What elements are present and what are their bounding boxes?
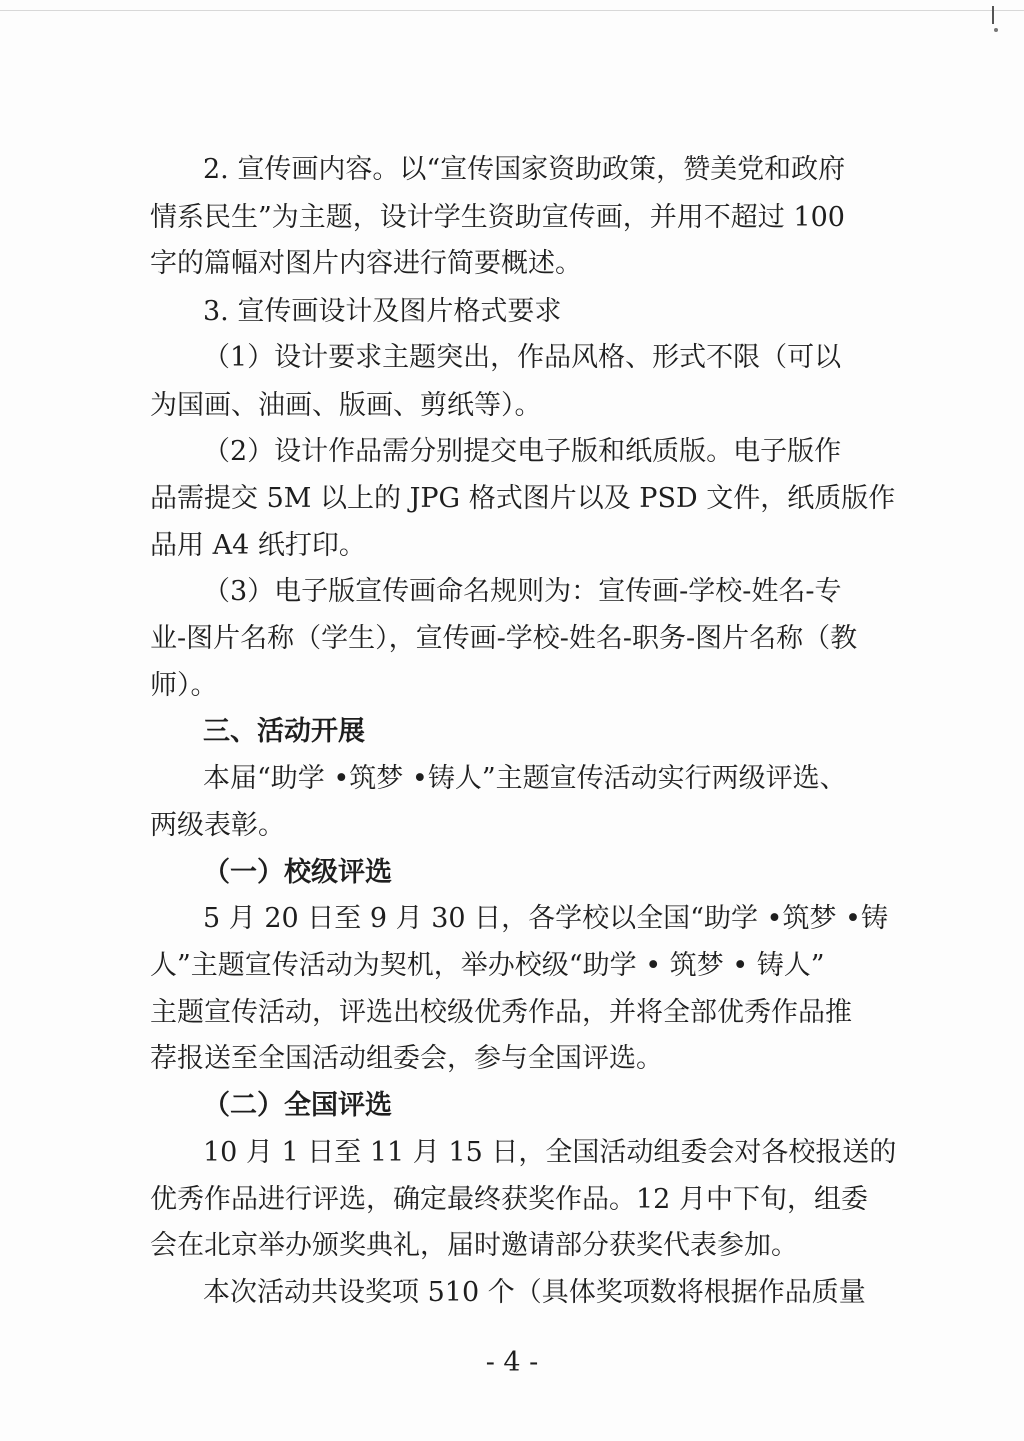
body-line: 优秀作品进行评选，确定最终获奖作品。12 月中下旬，组委 xyxy=(150,1184,868,1215)
scan-dot xyxy=(994,28,998,32)
body-line: 两级表彰。 xyxy=(150,810,285,841)
scan-edge-line xyxy=(0,10,1024,11)
body-line: 主题宣传活动，评选出校级优秀作品，并将全部优秀作品推 xyxy=(150,997,852,1028)
page-number: - 4 - xyxy=(485,1347,539,1378)
body-line: 3. 宣传画设计及图片格式要求 xyxy=(203,296,562,327)
body-line: （1）设计要求主题突出，作品风格、形式不限（可以 xyxy=(203,342,842,373)
body-line: 本次活动共设奖项 510 个（具体奖项数将根据作品质量 xyxy=(203,1277,866,1308)
body-line: 荐报送至全国活动组委会，参与全国评选。 xyxy=(150,1043,663,1074)
body-line: 2. 宣传画内容。以“宣传国家资助政策，赞美党和政府 xyxy=(203,154,846,185)
body-line: （2）设计作品需分别提交电子版和纸质版。电子版作 xyxy=(203,436,842,467)
body-line: 人”主题宣传活动为契机，举办校级“助学 • 筑梦 • 铸人” xyxy=(150,950,825,981)
subsection-heading: （二）全国评选 xyxy=(203,1090,392,1121)
body-line: 本届“助学 •筑梦 •铸人”主题宣传活动实行两级评选、 xyxy=(203,763,847,794)
body-line: 5 月 20 日至 9 月 30 日，各学校以全国“助学 •筑梦 •铸 xyxy=(203,903,888,934)
body-line: （3）电子版宣传画命名规则为：宣传画-学校-姓名-专 xyxy=(203,576,842,607)
body-line: 为国画、油画、版画、剪纸等）。 xyxy=(150,390,542,421)
body-line: 情系民生”为主题，设计学生资助宣传画，并用不超过 100 xyxy=(150,202,845,233)
body-line: 品需提交 5M 以上的 JPG 格式图片以及 PSD 文件，纸质版作 xyxy=(150,483,896,514)
body-line: 业-图片名称（学生），宣传画-学校-姓名-职务-图片名称（教 xyxy=(150,623,858,654)
body-line: 师）。 xyxy=(150,670,218,701)
section-heading: 三、活动开展 xyxy=(203,716,365,747)
body-line: 会在北京举办颁奖典礼，届时邀请部分获奖代表参加。 xyxy=(150,1230,798,1261)
scan-mark xyxy=(992,6,994,24)
body-line: 字的篇幅对图片内容进行简要概述。 xyxy=(150,248,582,279)
body-line: 品用 A4 纸打印。 xyxy=(150,530,366,561)
subsection-heading: （一）校级评选 xyxy=(203,857,392,888)
body-line: 10 月 1 日至 11 月 15 日，全国活动组委会对各校报送的 xyxy=(203,1137,897,1168)
